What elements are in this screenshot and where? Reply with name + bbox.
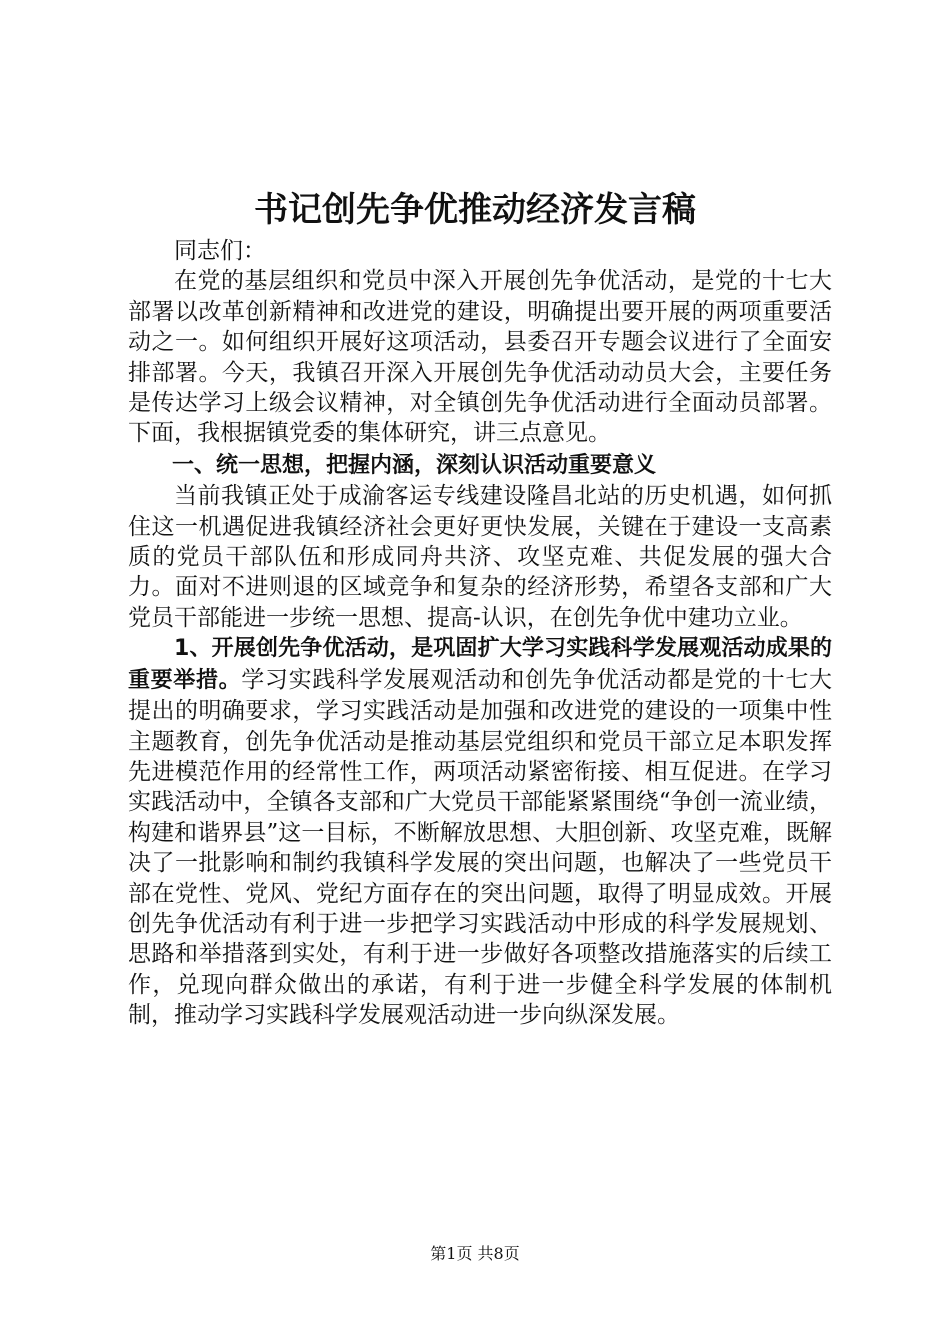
section-1-paragraph: 当前我镇正处于成渝客运专线建设隆昌北站的历史机遇，如何抓住这一机遇促进我镇经济社会更好更快发展，关键在于建设一支高素质的党员干部队伍和形成同舟共济、攻坚克难、共促发展的强大合力。面对不进则退的区域竞争和复杂的经济形势，希望各支部和广大党员干部能进一步统一思想、提高-认识，在创先争优中建功立业。 <box>128 483 832 631</box>
document-body <box>128 236 832 1031</box>
section-heading-1: 一、统一思想，把握内涵，深刻认识活动重要意义 <box>172 452 657 478</box>
document-title: 书记创先争优推动经济发言稿 <box>254 190 696 230</box>
salutation: 同志们： <box>174 238 266 264</box>
point-1-lead: 1、开展创先争优活动，是巩固扩大学习实践科学发展观活动成果的重要举措。 <box>128 636 832 693</box>
point-1-text: 学习实践科学发展观活动和创先争优活动都是党的十七大提出的明确要求，学习实践活动是加强和改进党的建设的一项集中性主题教育，创先争优活动是推动基层党组织和党员干部立足本职发挥先进模范作用的经常性工作，两项活动紧密衔接、相互促进。在学习实践活动中，全镇各支部和广大党员干部能紧紧围绕“争创一流业绩，构建和谐界县”这一目标，不断解放思想、大胆创新、攻坚克难，既解决了一批影响和制约我镇科学发展的突出问题，也解决了一些党员干部在党性、党风、党纪方面存在的突出问题，取得了明显成效。开展创先争优活动有利于进一步把学习实践活动中形成的科学发展规划、思路和举措落到实处，有利于进一步做好各项整改措施落实的后续工作，兑现向群众做出的承诺，有利于进一步健全科学发展的体制机制，推动学习实践科学发展观活动进一步向纵深发展。 <box>128 666 832 1029</box>
point-1-paragraph <box>128 633 832 1030</box>
page-footer: 第1页 共8页 <box>430 1244 520 1263</box>
intro-paragraph: 在党的基层组织和党员中深入开展创先争优活动，是党的十七大部署以改革创新精神和改进党的建设，明确提出要开展的两项重要活动之一。如何组织开展好这项活动，县委召开专题会议进行了全面安排部署。今天，我镇召开深入开展创先争优活动动员大会，主要任务是传达学习上级会议精神，对全镇创先争优活动进行全面动员部署。下面，我根据镇党委的集体研究，讲三点意见。 <box>128 268 832 447</box>
